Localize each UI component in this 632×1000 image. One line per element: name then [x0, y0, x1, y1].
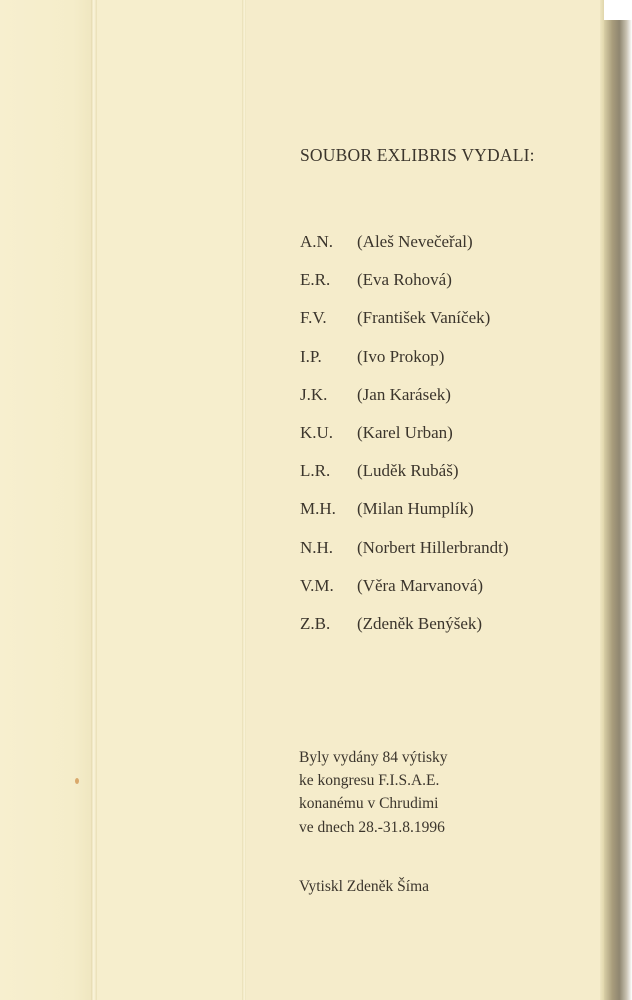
- publisher-name: (Norbert Hillerbrandt): [357, 537, 509, 557]
- publisher-item: [300, 423, 509, 461]
- publisher-item: [300, 385, 509, 423]
- publisher-abbreviation: K.U.: [300, 422, 334, 442]
- left-flap: [0, 0, 92, 1000]
- scan-background: [604, 0, 632, 20]
- publisher-item: [300, 576, 509, 614]
- publisher-item: [300, 461, 509, 499]
- publisher-abbreviation: J.K.: [300, 384, 328, 404]
- publisher-abbreviation: F.V.: [300, 308, 327, 328]
- publisher-abbreviation: L.R.: [300, 461, 331, 481]
- middle-flap: [97, 0, 243, 1000]
- publisher-abbreviation: V.M.: [300, 575, 334, 595]
- publisher-item: [300, 270, 509, 308]
- publisher-name: (Věra Marvanová): [357, 575, 484, 595]
- edition-note-line: konanému v Chrudimi: [299, 795, 439, 813]
- publisher-item: [300, 347, 509, 385]
- publisher-name: (Zdeněk Benýšek): [357, 613, 483, 633]
- publisher-item: [300, 538, 509, 576]
- edition-note-line: ke kongresu F.I.S.A.E.: [299, 772, 440, 790]
- publisher-item: [300, 614, 509, 652]
- publisher-name: (Jan Karásek): [357, 384, 451, 404]
- publisher-item: [300, 308, 509, 346]
- publisher-list: [300, 232, 509, 652]
- publisher-abbreviation: E.R.: [300, 270, 331, 290]
- edition-note-line: Byly vydány 84 výtisky: [299, 749, 448, 766]
- edition-note-line: ve dnech 28.-31.8.1996: [299, 818, 445, 836]
- back-cover-edge: [604, 0, 632, 1000]
- publisher-name: (Aleš Nevečeřal): [357, 232, 473, 251]
- edition-note: [299, 746, 448, 839]
- publisher-name: (Karel Urban): [357, 422, 453, 442]
- publisher-abbreviation: M.H.: [300, 499, 336, 519]
- publisher-item: [300, 499, 509, 537]
- colophon-heading: SOUBOR EXLIBRIS VYDALI:: [300, 145, 535, 165]
- publisher-name: (Eva Rohová): [357, 270, 452, 290]
- paper-stain: [75, 778, 79, 784]
- publisher-name: (František Vaníček): [357, 308, 491, 328]
- publisher-name: (Ivo Prokop): [357, 346, 445, 366]
- publisher-abbreviation: Z.B.: [300, 613, 331, 633]
- publisher-abbreviation: A.N.: [300, 232, 334, 251]
- publisher-name: (Luděk Rubáš): [357, 461, 459, 481]
- printer-credit: Vytiskl Zdeněk Šíma: [299, 878, 430, 895]
- publisher-name: (Milan Humplík): [357, 499, 474, 519]
- publisher-abbreviation: I.P.: [300, 346, 322, 366]
- publisher-item: [300, 232, 509, 270]
- publisher-abbreviation: N.H.: [300, 537, 334, 557]
